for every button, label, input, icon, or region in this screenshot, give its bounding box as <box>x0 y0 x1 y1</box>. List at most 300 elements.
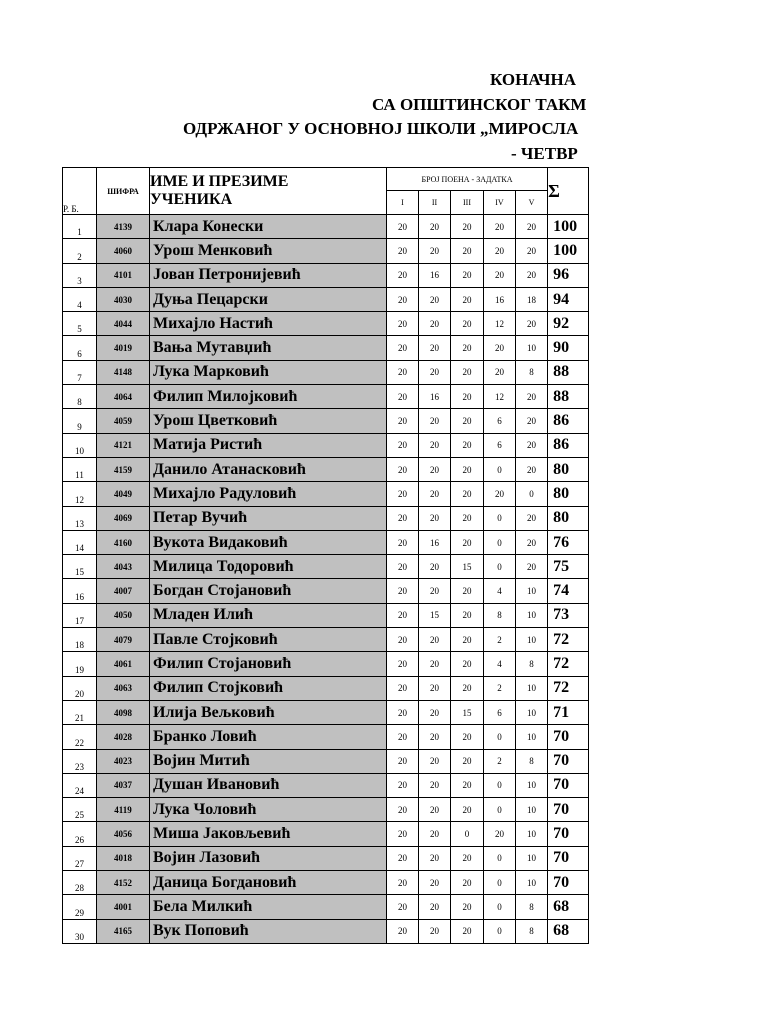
cell-task-2: 20 <box>419 676 451 700</box>
table-row <box>63 798 589 822</box>
cell-task-5: 10 <box>516 603 548 627</box>
cell-code: 4028 <box>97 725 150 749</box>
cell-task-1: 20 <box>387 749 419 773</box>
cell-rb: 5 <box>63 312 97 336</box>
cell-name: Вања Мутавџић <box>150 336 387 360</box>
cell-code: 4119 <box>97 798 150 822</box>
cell-name: Вук Поповић <box>150 919 387 943</box>
cell-code: 4037 <box>97 773 150 797</box>
cell-task-2: 20 <box>419 360 451 384</box>
cell-task-5: 8 <box>516 895 548 919</box>
table-row <box>63 895 589 919</box>
cell-name: Миша Јаковљевић <box>150 822 387 846</box>
cell-task-3: 20 <box>451 919 484 943</box>
cell-task-2: 20 <box>419 725 451 749</box>
cell-task-5: 8 <box>516 652 548 676</box>
results-table <box>62 167 589 944</box>
table-row <box>63 263 589 287</box>
cell-rb: 20 <box>63 676 97 700</box>
cell-rb: 13 <box>63 506 97 530</box>
title-line-4: - ЧЕТВР <box>511 144 578 163</box>
cell-code: 4059 <box>97 409 150 433</box>
cell-name: Михајло Радуловић <box>150 482 387 506</box>
cell-task-4: 8 <box>484 603 516 627</box>
cell-sum: 92 <box>548 312 589 336</box>
cell-task-5: 10 <box>516 822 548 846</box>
cell-task-5: 20 <box>516 530 548 554</box>
cell-sum: 100 <box>548 239 589 263</box>
cell-task-3: 0 <box>451 822 484 846</box>
cell-task-1: 20 <box>387 846 419 870</box>
cell-name: Филип Стојковић <box>150 676 387 700</box>
cell-rb: 1 <box>63 215 97 239</box>
cell-code: 4165 <box>97 919 150 943</box>
cell-task-2: 20 <box>419 773 451 797</box>
table-row <box>63 919 589 943</box>
cell-task-5: 20 <box>516 215 548 239</box>
cell-task-2: 20 <box>419 287 451 311</box>
cell-task-1: 20 <box>387 263 419 287</box>
cell-task-5: 10 <box>516 336 548 360</box>
cell-task-3: 20 <box>451 287 484 311</box>
cell-task-1: 20 <box>387 506 419 530</box>
cell-task-5: 10 <box>516 798 548 822</box>
cell-task-5: 10 <box>516 628 548 652</box>
cell-task-1: 20 <box>387 239 419 263</box>
cell-name: Јован Петронијевић <box>150 263 387 287</box>
cell-sum: 88 <box>548 360 589 384</box>
cell-name: Бела Милкић <box>150 895 387 919</box>
cell-task-4: 16 <box>484 287 516 311</box>
cell-task-4: 2 <box>484 749 516 773</box>
table-row <box>63 506 589 530</box>
table-row <box>63 409 589 433</box>
cell-task-3: 20 <box>451 433 484 457</box>
cell-task-4: 20 <box>484 336 516 360</box>
table-row <box>63 749 589 773</box>
cell-task-5: 10 <box>516 773 548 797</box>
cell-sum: 68 <box>548 919 589 943</box>
cell-task-3: 20 <box>451 360 484 384</box>
cell-name: Лука Чоловић <box>150 798 387 822</box>
cell-task-5: 10 <box>516 579 548 603</box>
title-line-2: СА ОПШТИНСКОГ ТАКМ <box>372 95 587 114</box>
cell-code: 4160 <box>97 530 150 554</box>
cell-code: 4063 <box>97 676 150 700</box>
table-row <box>63 700 589 724</box>
cell-task-4: 12 <box>484 312 516 336</box>
cell-code: 4049 <box>97 482 150 506</box>
cell-task-3: 20 <box>451 749 484 773</box>
cell-task-2: 20 <box>419 895 451 919</box>
cell-rb: 25 <box>63 798 97 822</box>
cell-code: 4060 <box>97 239 150 263</box>
cell-task-2: 20 <box>419 457 451 481</box>
cell-task-5: 20 <box>516 409 548 433</box>
cell-task-4: 4 <box>484 579 516 603</box>
cell-rb: 8 <box>63 385 97 409</box>
table-row <box>63 871 589 895</box>
cell-sum: 94 <box>548 287 589 311</box>
cell-task-1: 20 <box>387 700 419 724</box>
cell-task-4: 2 <box>484 628 516 652</box>
cell-code: 4018 <box>97 846 150 870</box>
title-line-1: КОНАЧНА <box>490 70 577 89</box>
cell-name: Филип Милојковић <box>150 385 387 409</box>
cell-task-1: 20 <box>387 895 419 919</box>
cell-task-1: 20 <box>387 215 419 239</box>
cell-code: 4159 <box>97 457 150 481</box>
cell-task-2: 20 <box>419 919 451 943</box>
cell-task-4: 12 <box>484 385 516 409</box>
cell-rb: 28 <box>63 871 97 895</box>
cell-task-1: 20 <box>387 725 419 749</box>
table-row <box>63 360 589 384</box>
cell-task-4: 20 <box>484 822 516 846</box>
cell-code: 4079 <box>97 628 150 652</box>
cell-sum: 70 <box>548 725 589 749</box>
header-task-2: II <box>419 191 451 215</box>
header-task-3: III <box>451 191 484 215</box>
cell-task-3: 20 <box>451 215 484 239</box>
table-row <box>63 530 589 554</box>
cell-task-1: 20 <box>387 822 419 846</box>
table-row <box>63 725 589 749</box>
cell-task-1: 20 <box>387 482 419 506</box>
cell-sum: 70 <box>548 871 589 895</box>
cell-task-4: 0 <box>484 457 516 481</box>
cell-sum: 75 <box>548 555 589 579</box>
cell-code: 4148 <box>97 360 150 384</box>
cell-task-3: 20 <box>451 385 484 409</box>
cell-rb: 19 <box>63 652 97 676</box>
cell-rb: 10 <box>63 433 97 457</box>
cell-task-1: 20 <box>387 385 419 409</box>
cell-task-2: 20 <box>419 652 451 676</box>
cell-task-3: 20 <box>451 676 484 700</box>
cell-task-3: 20 <box>451 895 484 919</box>
cell-task-4: 20 <box>484 360 516 384</box>
cell-task-2: 20 <box>419 239 451 263</box>
cell-name: Петар Вучић <box>150 506 387 530</box>
cell-task-2: 16 <box>419 530 451 554</box>
cell-task-2: 16 <box>419 263 451 287</box>
cell-task-5: 10 <box>516 846 548 870</box>
cell-sum: 86 <box>548 409 589 433</box>
cell-task-1: 20 <box>387 871 419 895</box>
cell-task-3: 20 <box>451 628 484 652</box>
cell-task-3: 15 <box>451 700 484 724</box>
cell-task-1: 20 <box>387 433 419 457</box>
cell-task-1: 20 <box>387 409 419 433</box>
cell-code: 4061 <box>97 652 150 676</box>
table-row <box>63 385 589 409</box>
table-row <box>63 822 589 846</box>
cell-task-4: 20 <box>484 215 516 239</box>
cell-rb: 9 <box>63 409 97 433</box>
table-row <box>63 555 589 579</box>
cell-task-5: 20 <box>516 555 548 579</box>
cell-sum: 70 <box>548 773 589 797</box>
table-row <box>63 239 589 263</box>
cell-rb: 23 <box>63 749 97 773</box>
cell-task-1: 20 <box>387 798 419 822</box>
cell-sum: 70 <box>548 846 589 870</box>
cell-name: Павле Стојковић <box>150 628 387 652</box>
cell-task-1: 20 <box>387 676 419 700</box>
cell-sum: 72 <box>548 628 589 652</box>
cell-task-4: 0 <box>484 895 516 919</box>
cell-rb: 12 <box>63 482 97 506</box>
header-task-1: I <box>387 191 419 215</box>
cell-sum: 68 <box>548 895 589 919</box>
cell-task-5: 8 <box>516 749 548 773</box>
cell-task-1: 20 <box>387 287 419 311</box>
table-row <box>63 312 589 336</box>
cell-sum: 86 <box>548 433 589 457</box>
cell-sum: 76 <box>548 530 589 554</box>
cell-code: 4139 <box>97 215 150 239</box>
cell-task-1: 20 <box>387 603 419 627</box>
cell-task-2: 16 <box>419 385 451 409</box>
cell-name: Бранко Ловић <box>150 725 387 749</box>
cell-code: 4069 <box>97 506 150 530</box>
cell-sum: 96 <box>548 263 589 287</box>
cell-task-3: 20 <box>451 506 484 530</box>
cell-task-4: 20 <box>484 263 516 287</box>
cell-code: 4152 <box>97 871 150 895</box>
cell-rb: 26 <box>63 822 97 846</box>
cell-task-5: 20 <box>516 433 548 457</box>
cell-name: Клара Конески <box>150 215 387 239</box>
header-sum: Σ <box>548 168 589 215</box>
cell-name: Душан Ивановић <box>150 773 387 797</box>
cell-task-5: 8 <box>516 360 548 384</box>
cell-task-4: 2 <box>484 676 516 700</box>
cell-code: 4019 <box>97 336 150 360</box>
cell-code: 4064 <box>97 385 150 409</box>
cell-code: 4121 <box>97 433 150 457</box>
cell-name: Богдан Стојановић <box>150 579 387 603</box>
cell-task-5: 0 <box>516 482 548 506</box>
cell-task-3: 20 <box>451 798 484 822</box>
cell-name: Филип Стојановић <box>150 652 387 676</box>
cell-task-2: 20 <box>419 798 451 822</box>
cell-name: Урош Менковић <box>150 239 387 263</box>
cell-sum: 72 <box>548 676 589 700</box>
cell-rb: 14 <box>63 530 97 554</box>
cell-rb: 24 <box>63 773 97 797</box>
cell-sum: 73 <box>548 603 589 627</box>
cell-task-2: 20 <box>419 215 451 239</box>
cell-name: Милица Тодоровић <box>150 555 387 579</box>
cell-task-1: 20 <box>387 773 419 797</box>
cell-name: Даница Богдановић <box>150 871 387 895</box>
cell-task-5: 20 <box>516 457 548 481</box>
cell-task-3: 20 <box>451 457 484 481</box>
cell-task-1: 20 <box>387 555 419 579</box>
cell-code: 4098 <box>97 700 150 724</box>
cell-task-5: 10 <box>516 676 548 700</box>
cell-task-4: 0 <box>484 798 516 822</box>
cell-task-4: 0 <box>484 871 516 895</box>
cell-sum: 70 <box>548 749 589 773</box>
cell-rb: 30 <box>63 919 97 943</box>
cell-sum: 74 <box>548 579 589 603</box>
table-row <box>63 433 589 457</box>
cell-name: Војин Митић <box>150 749 387 773</box>
cell-sum: 70 <box>548 822 589 846</box>
header-rb: Р. Б. <box>63 168 97 215</box>
cell-task-3: 15 <box>451 555 484 579</box>
header-task-4: IV <box>484 191 516 215</box>
cell-task-3: 20 <box>451 239 484 263</box>
cell-rb: 6 <box>63 336 97 360</box>
cell-rb: 27 <box>63 846 97 870</box>
cell-task-2: 20 <box>419 555 451 579</box>
header-points: БРОЈ ПОЕНА - ЗАДАТКА <box>387 168 548 191</box>
table-row <box>63 676 589 700</box>
cell-rb: 7 <box>63 360 97 384</box>
cell-rb: 29 <box>63 895 97 919</box>
cell-task-4: 0 <box>484 530 516 554</box>
cell-task-2: 20 <box>419 822 451 846</box>
cell-code: 4056 <box>97 822 150 846</box>
table-row <box>63 603 589 627</box>
cell-name: Лука Марковић <box>150 360 387 384</box>
table-row <box>63 215 589 239</box>
header-name-line-1: ИМЕ И ПРЕЗИМЕ <box>150 173 289 190</box>
cell-sum: 80 <box>548 457 589 481</box>
cell-rb: 16 <box>63 579 97 603</box>
cell-task-2: 20 <box>419 506 451 530</box>
cell-task-2: 20 <box>419 846 451 870</box>
cell-task-4: 20 <box>484 239 516 263</box>
table-row <box>63 336 589 360</box>
cell-task-2: 20 <box>419 433 451 457</box>
cell-task-4: 4 <box>484 652 516 676</box>
cell-task-2: 15 <box>419 603 451 627</box>
cell-sum: 80 <box>548 506 589 530</box>
cell-rb: 18 <box>63 628 97 652</box>
cell-task-2: 20 <box>419 482 451 506</box>
cell-code: 4043 <box>97 555 150 579</box>
cell-task-1: 20 <box>387 530 419 554</box>
header-name <box>150 168 387 215</box>
table-row <box>63 846 589 870</box>
cell-task-5: 20 <box>516 506 548 530</box>
cell-task-5: 10 <box>516 700 548 724</box>
cell-task-2: 20 <box>419 749 451 773</box>
cell-code: 4101 <box>97 263 150 287</box>
cell-sum: 90 <box>548 336 589 360</box>
cell-task-3: 20 <box>451 409 484 433</box>
cell-sum: 70 <box>548 798 589 822</box>
title-line-3: ОДРЖАНОГ У ОСНОВНОЈ ШКОЛИ „МИРОСЛА <box>183 119 579 138</box>
cell-rb: 3 <box>63 263 97 287</box>
cell-rb: 11 <box>63 457 97 481</box>
cell-task-5: 20 <box>516 312 548 336</box>
cell-rb: 4 <box>63 287 97 311</box>
cell-task-3: 20 <box>451 312 484 336</box>
table-row <box>63 628 589 652</box>
cell-task-4: 0 <box>484 919 516 943</box>
cell-task-3: 20 <box>451 336 484 360</box>
header-name-line-2: УЧЕНИКА <box>150 191 233 208</box>
cell-code: 4050 <box>97 603 150 627</box>
header-task-5: V <box>516 191 548 215</box>
cell-task-3: 20 <box>451 773 484 797</box>
cell-task-1: 20 <box>387 579 419 603</box>
cell-task-4: 6 <box>484 700 516 724</box>
cell-task-5: 10 <box>516 871 548 895</box>
cell-name: Урош Цветковић <box>150 409 387 433</box>
cell-rb: 22 <box>63 725 97 749</box>
cell-task-2: 20 <box>419 700 451 724</box>
cell-code: 4001 <box>97 895 150 919</box>
cell-task-3: 20 <box>451 579 484 603</box>
table-row <box>63 287 589 311</box>
cell-task-1: 20 <box>387 652 419 676</box>
cell-name: Дуња Пецарски <box>150 287 387 311</box>
cell-task-2: 20 <box>419 409 451 433</box>
table-body <box>63 215 589 944</box>
cell-task-5: 20 <box>516 385 548 409</box>
cell-task-3: 20 <box>451 846 484 870</box>
table-row <box>63 652 589 676</box>
cell-task-3: 20 <box>451 871 484 895</box>
cell-name: Вукота Видаковић <box>150 530 387 554</box>
title-clip <box>0 0 587 170</box>
cell-task-4: 0 <box>484 773 516 797</box>
cell-task-4: 0 <box>484 846 516 870</box>
cell-task-1: 20 <box>387 457 419 481</box>
cell-task-4: 0 <box>484 555 516 579</box>
header-code: ШИФРА <box>97 168 150 215</box>
cell-task-5: 8 <box>516 919 548 943</box>
cell-task-2: 20 <box>419 628 451 652</box>
cell-task-1: 20 <box>387 336 419 360</box>
cell-name: Матија Ристић <box>150 433 387 457</box>
cell-task-1: 20 <box>387 628 419 652</box>
cell-rb: 2 <box>63 239 97 263</box>
table-row <box>63 579 589 603</box>
cell-task-3: 20 <box>451 603 484 627</box>
cell-task-3: 20 <box>451 482 484 506</box>
cell-task-4: 6 <box>484 409 516 433</box>
cell-task-2: 20 <box>419 336 451 360</box>
cell-name: Младен Илић <box>150 603 387 627</box>
cell-task-3: 20 <box>451 652 484 676</box>
document-title <box>0 0 768 170</box>
cell-task-5: 20 <box>516 263 548 287</box>
cell-rb: 21 <box>63 700 97 724</box>
cell-code: 4023 <box>97 749 150 773</box>
cell-task-2: 20 <box>419 871 451 895</box>
cell-name: Војин Лазовић <box>150 846 387 870</box>
cell-task-5: 20 <box>516 239 548 263</box>
cell-task-3: 20 <box>451 530 484 554</box>
cell-task-3: 20 <box>451 263 484 287</box>
table-row <box>63 457 589 481</box>
cell-task-4: 20 <box>484 482 516 506</box>
cell-code: 4044 <box>97 312 150 336</box>
cell-task-2: 20 <box>419 579 451 603</box>
cell-task-4: 6 <box>484 433 516 457</box>
cell-name: Михајло Настић <box>150 312 387 336</box>
cell-task-2: 20 <box>419 312 451 336</box>
cell-rb: 15 <box>63 555 97 579</box>
